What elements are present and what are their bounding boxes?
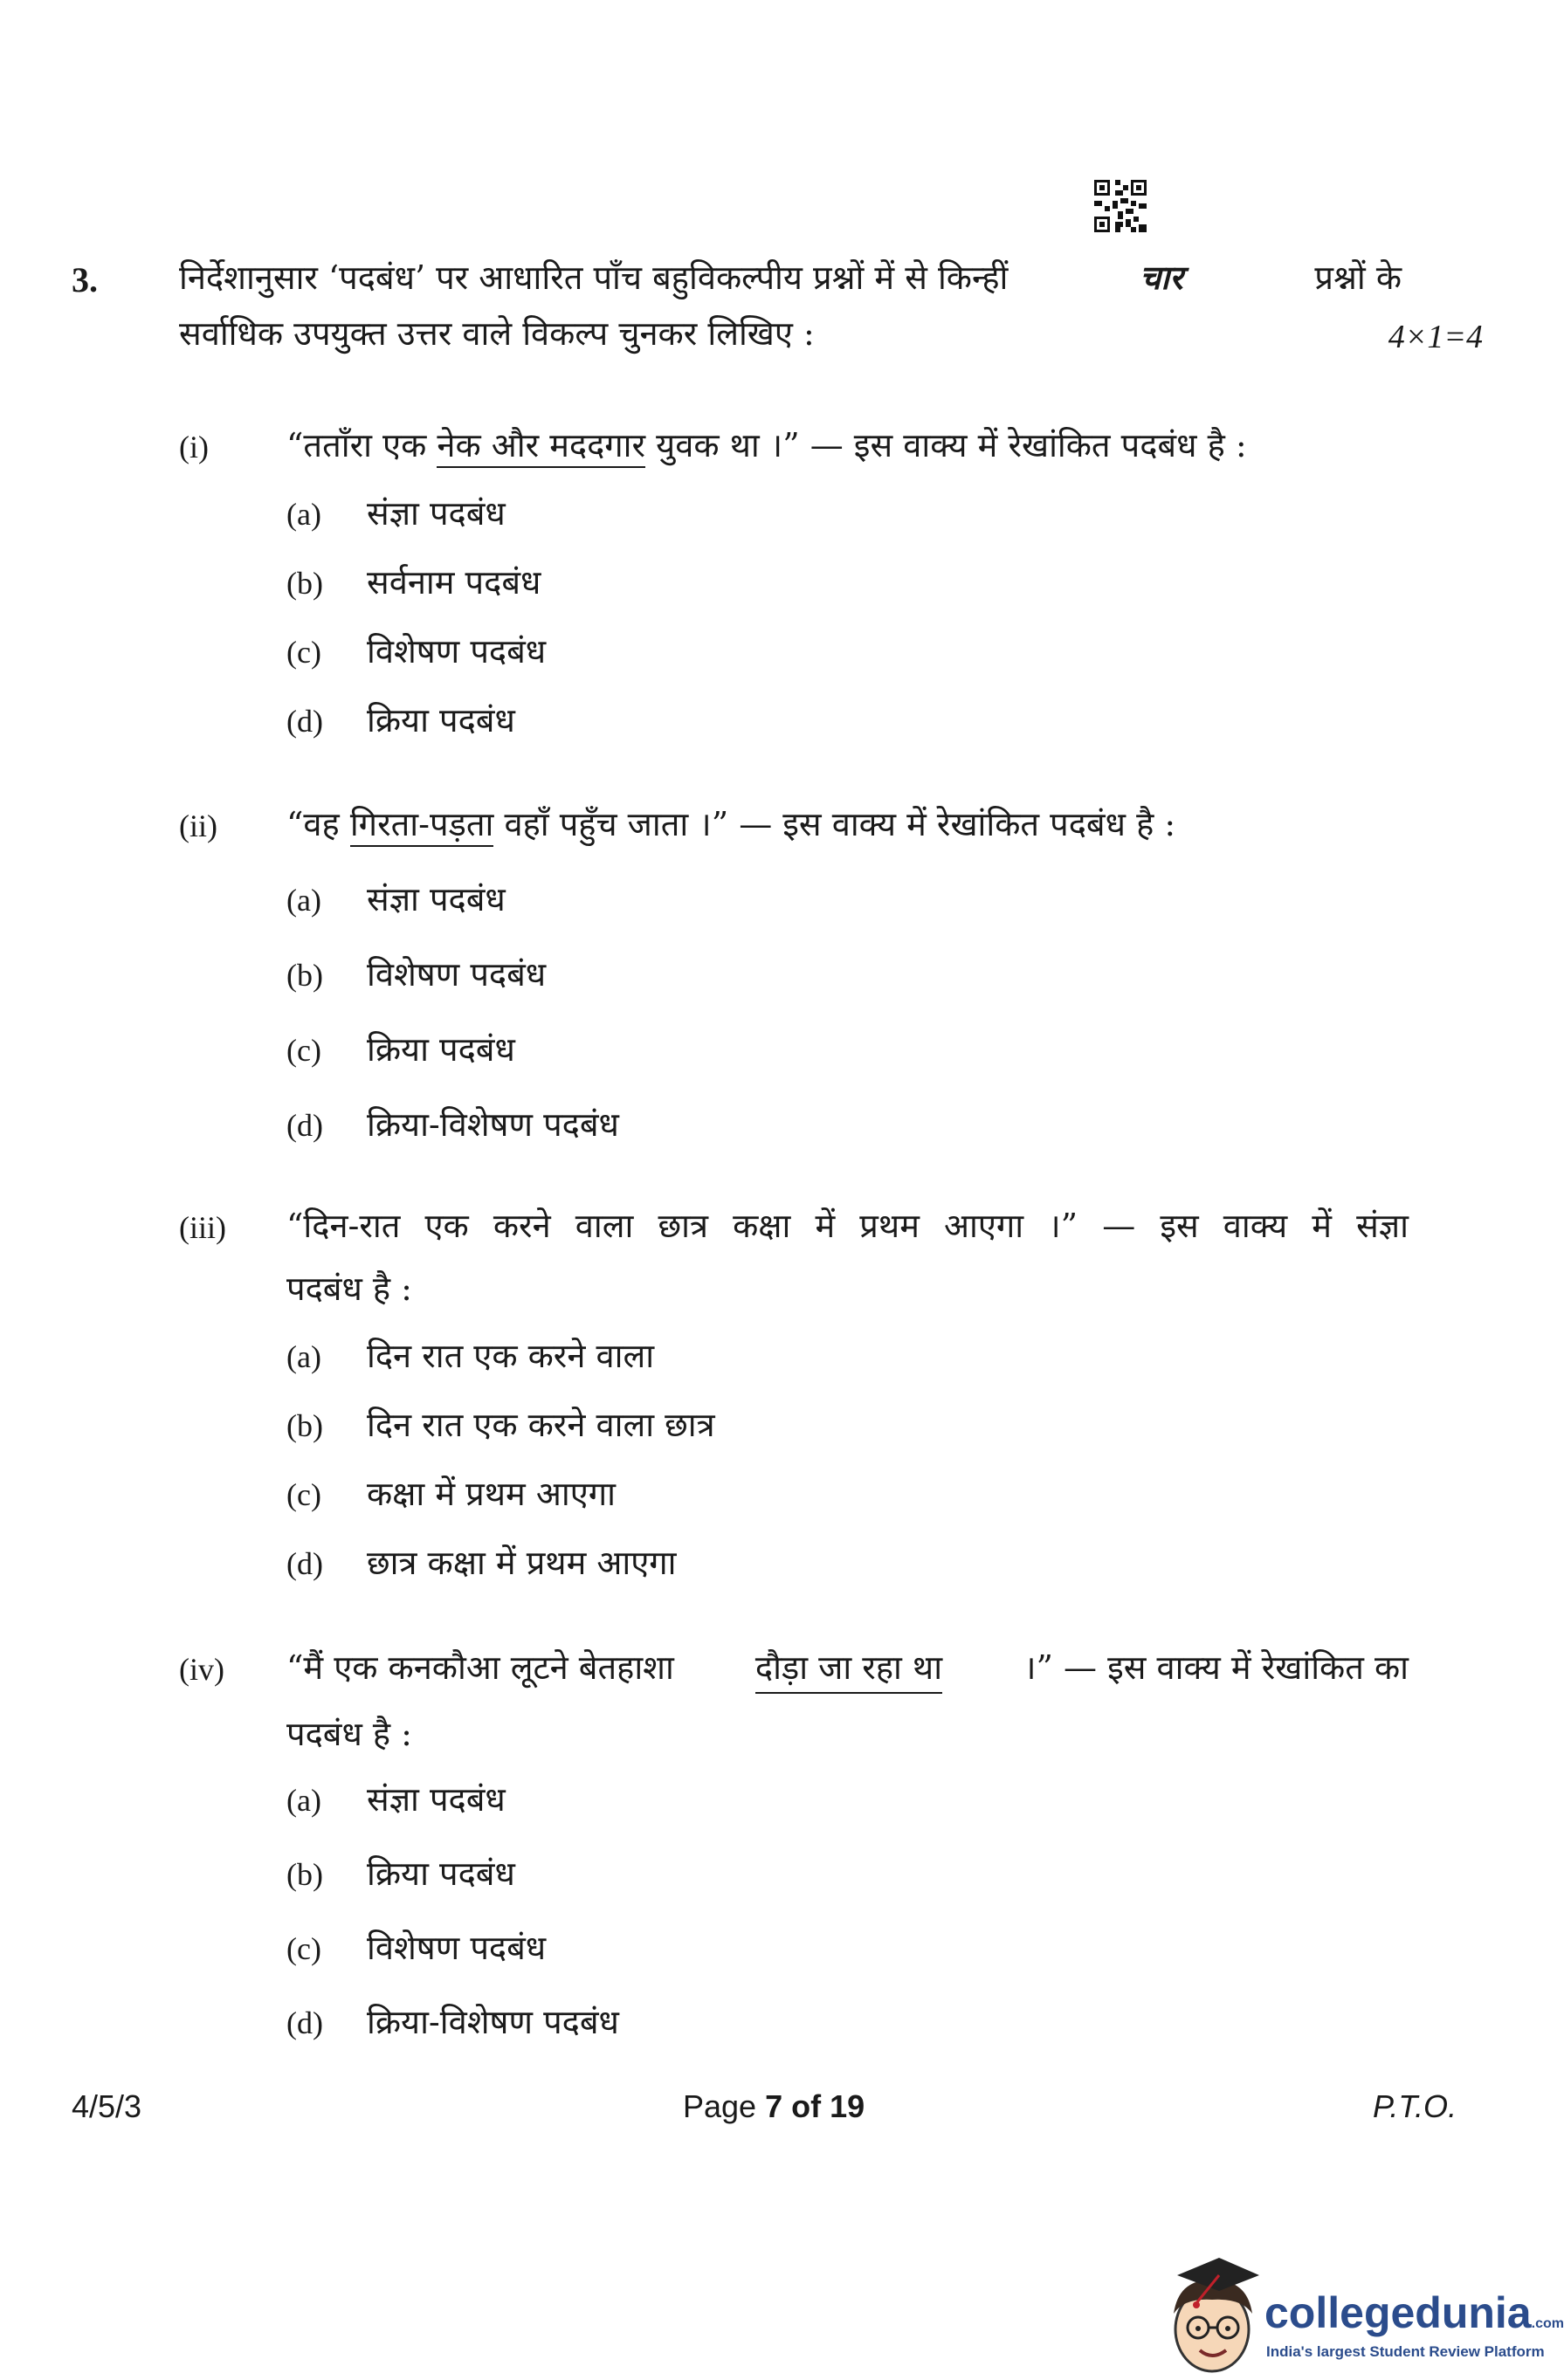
option-label: (a) <box>286 1339 321 1374</box>
option-label: (b) <box>286 1408 323 1443</box>
option-item <box>286 1999 619 2074</box>
option-label: (b) <box>286 1857 323 1892</box>
subquestion-text-post: युवक था ।” — इस वाक्य में रेखांकित पदबंध है : <box>656 426 1247 464</box>
option-text: क्रिया पदबंध <box>367 1030 515 1069</box>
option-item <box>286 698 546 767</box>
option-item <box>286 1333 715 1402</box>
page-current: 7 <box>765 2088 783 2124</box>
subquestion-text-line-2: पदबंध है : <box>286 1715 412 1753</box>
option-item <box>286 1540 715 1609</box>
subquestion-label: (ii) <box>179 808 217 843</box>
option-label: (d) <box>286 2005 323 2040</box>
collegedunia-branding <box>1161 2253 1564 2380</box>
page-of: of <box>791 2088 822 2124</box>
instruction-line-1 <box>179 255 1402 300</box>
pto-label: P.T.O. <box>1373 2088 1457 2124</box>
option-item <box>286 1402 715 1471</box>
option-text: संज्ञा पदबंध <box>367 1780 506 1819</box>
brand-tagline: India's largest Student Review Platform <box>1266 2343 1545 2360</box>
option-label: (d) <box>286 1546 323 1581</box>
option-text: विशेषण पदबंध <box>367 955 547 994</box>
option-text: सर्वनाम पदबंध <box>367 563 541 602</box>
brand-name-suffix: .com <box>1531 2316 1564 2331</box>
option-text: दिन रात एक करने वाला <box>367 1337 655 1375</box>
option-label: (c) <box>286 1033 321 1068</box>
subquestion-text-pre: “मैं एक कनकौआ लूटने बेतहाशा <box>286 1648 674 1687</box>
option-label: (c) <box>286 1477 321 1512</box>
subquestion-text <box>286 801 1175 847</box>
subquestion-label: (iii) <box>179 1210 226 1245</box>
instruction-text-pre: निर्देशानुसार ‘पदबंध’ पर आधारित पाँच बहुविकल्पीय प्रश्नों में से किन्हीं <box>179 258 1009 297</box>
underlined-phrase: नेक और मददगार <box>437 426 645 468</box>
subquestion-text-pre: “वह <box>286 805 340 843</box>
qr-code-icon <box>1094 180 1147 232</box>
option-text: संज्ञा पदबंध <box>367 880 506 918</box>
page-total: 19 <box>830 2088 865 2124</box>
subquestion-text-line-2: पदबंध है : <box>286 1269 412 1308</box>
option-text: क्रिया पदबंध <box>367 1854 515 1893</box>
option-item <box>286 1777 619 1851</box>
subquestion-text-post: ।” — इस वाक्य में रेखांकित का <box>1023 1648 1409 1687</box>
option-text: दिन रात एक करने वाला छात्र <box>367 1406 715 1444</box>
brand-name-text: collegedunia <box>1264 2288 1532 2337</box>
option-item <box>286 629 546 698</box>
page-prefix: Page <box>683 2088 757 2124</box>
student-mascot-icon <box>1161 2253 1266 2380</box>
option-label: (c) <box>286 635 321 670</box>
option-label: (a) <box>286 1783 321 1818</box>
instruction-emphasis: चार <box>1140 258 1183 297</box>
option-item <box>286 1102 619 1177</box>
subquestion-label: (iv) <box>179 1652 224 1687</box>
instruction-text-post: प्रश्नों के <box>1314 258 1402 297</box>
option-item <box>286 1925 619 1999</box>
option-text: छात्र कक्षा में प्रथम आएगा <box>367 1544 677 1582</box>
options-list <box>286 491 546 767</box>
subquestion-text-pre: “तताँरा एक <box>286 426 427 464</box>
option-item <box>286 1851 619 1925</box>
option-label: (c) <box>286 1931 321 1966</box>
option-text: विशेषण पदबंध <box>367 632 547 671</box>
options-list <box>286 1777 619 2074</box>
option-text: विशेषण पदबंध <box>367 1929 547 1967</box>
option-item <box>286 877 619 952</box>
option-item <box>286 1471 715 1540</box>
subquestion-text <box>286 1645 1409 1757</box>
option-text: क्रिया-विशेषण पदबंध <box>367 1105 619 1144</box>
underlined-phrase: दौड़ा जा रहा था <box>755 1645 942 1694</box>
underlined-phrase: गिरता-पड़ता <box>350 805 494 847</box>
option-label: (a) <box>286 497 321 532</box>
options-list <box>286 1333 715 1609</box>
instruction-line-2: सर्वाधिक उपयुक्त उत्तर वाले विकल्प चुनकर लिखिए : <box>179 314 815 353</box>
subquestion-text-post: वहाँ पहुँच जाता ।” — इस वाक्य में रेखांकित पदबंध है : <box>504 805 1176 843</box>
option-label: (b) <box>286 958 323 993</box>
option-label: (d) <box>286 704 323 739</box>
subquestion-text <box>286 423 1247 468</box>
option-item <box>286 491 546 560</box>
option-text: संज्ञा पदबंध <box>367 494 506 533</box>
option-item <box>286 1027 619 1102</box>
option-text: कक्षा में प्रथम आएगा <box>367 1475 616 1513</box>
page-number <box>683 2088 865 2125</box>
options-list <box>286 877 619 1177</box>
subquestion-text-line-1: “दिन-रात एक करने वाला छात्र कक्षा में प्रथम आएगा ।” — इस वाक्य में संज्ञा <box>286 1207 1409 1245</box>
subquestion-text <box>286 1203 1409 1311</box>
brand-name <box>1264 2287 1564 2338</box>
option-item <box>286 952 619 1027</box>
marks-allocation: 4×1=4 <box>1388 319 1483 355</box>
option-text: क्रिया पदबंध <box>367 701 515 739</box>
option-label: (d) <box>286 1108 323 1143</box>
question-instruction <box>179 255 1402 356</box>
option-label: (a) <box>286 883 321 918</box>
option-text: क्रिया-विशेषण पदबंध <box>367 2003 619 2041</box>
paper-code: 4/5/3 <box>72 2088 142 2124</box>
subquestion-label: (i) <box>179 430 209 464</box>
option-label: (b) <box>286 566 323 601</box>
option-item <box>286 560 546 629</box>
question-number: 3. <box>72 260 98 299</box>
subquestion-text-line-1 <box>286 1645 1409 1694</box>
